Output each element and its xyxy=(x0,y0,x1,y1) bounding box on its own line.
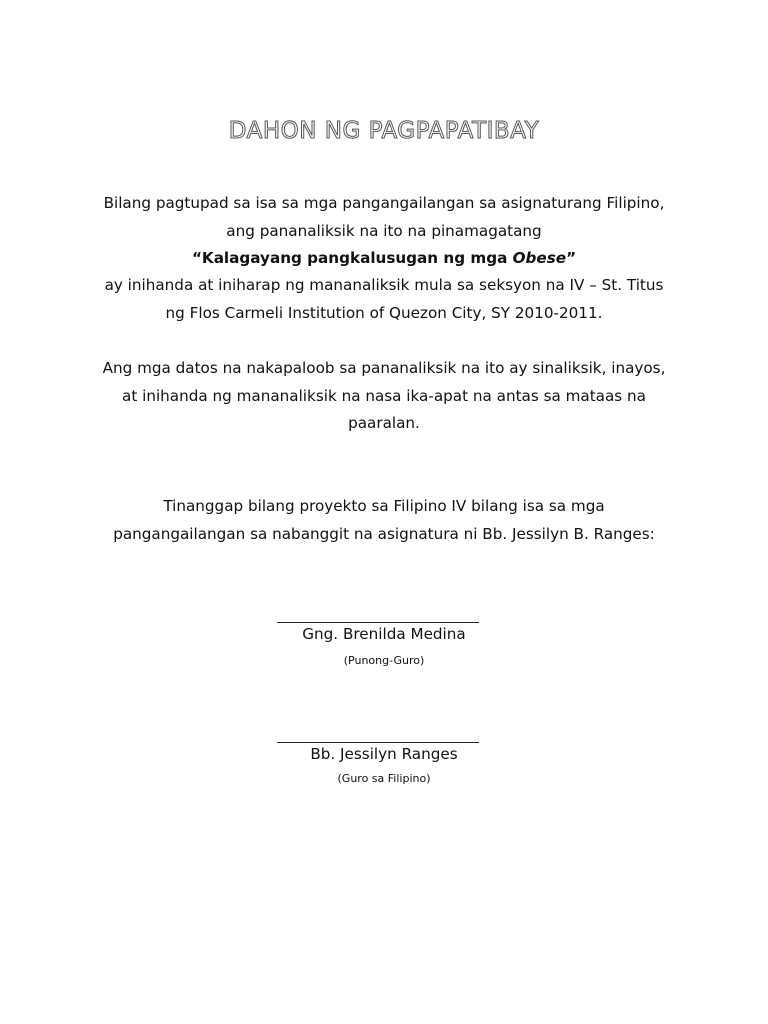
paragraph-line: Tinanggap bilang proyekto sa Filipino IV bilang isa sa mga xyxy=(163,497,605,515)
paragraph-line: paaralan. xyxy=(348,414,420,432)
paragraph-line: pangangailangan sa nabanggit na asignatura ni Bb. Jessilyn B. Ranges: xyxy=(113,525,655,543)
paragraph-line: ng Flos Carmeli Institution of Quezon City, SY 2010-2011. xyxy=(165,304,603,322)
signatory-name: Gng. Brenilda Medina xyxy=(302,625,466,643)
signatory-name: Bb. Jessilyn Ranges xyxy=(310,745,458,763)
research-title-suffix: ” xyxy=(566,249,577,267)
signature-line xyxy=(277,622,479,623)
paragraph-line: Ang mga datos na nakapaloob sa pananaliksik na ito ay sinaliksik, inayos, xyxy=(102,359,666,377)
page-title: DAHON NG PAGPAPATIBAY xyxy=(228,118,540,144)
research-title-italic: Obese xyxy=(512,249,567,267)
research-title xyxy=(0,249,768,267)
signatory-role: (Guro sa Filipino) xyxy=(337,772,431,785)
paragraph-line: at inihanda ng mananaliksik na nasa ika-apat na antas sa mataas na xyxy=(122,387,646,405)
paragraph-line: ang pananaliksik na ito na pinamagatang xyxy=(226,222,542,240)
signatory-role: (Punong-Guro) xyxy=(343,654,425,667)
paragraph-line: ay inihanda at iniharap ng mananaliksik mula sa seksyon na IV – St. Titus xyxy=(104,276,664,294)
signature-line xyxy=(277,742,479,743)
research-title-prefix: “Kalagayang pangkalusugan ng mga xyxy=(191,249,513,267)
paragraph-line: Bilang pagtupad sa isa sa mga pangangailangan sa asignaturang Filipino, xyxy=(103,194,665,212)
